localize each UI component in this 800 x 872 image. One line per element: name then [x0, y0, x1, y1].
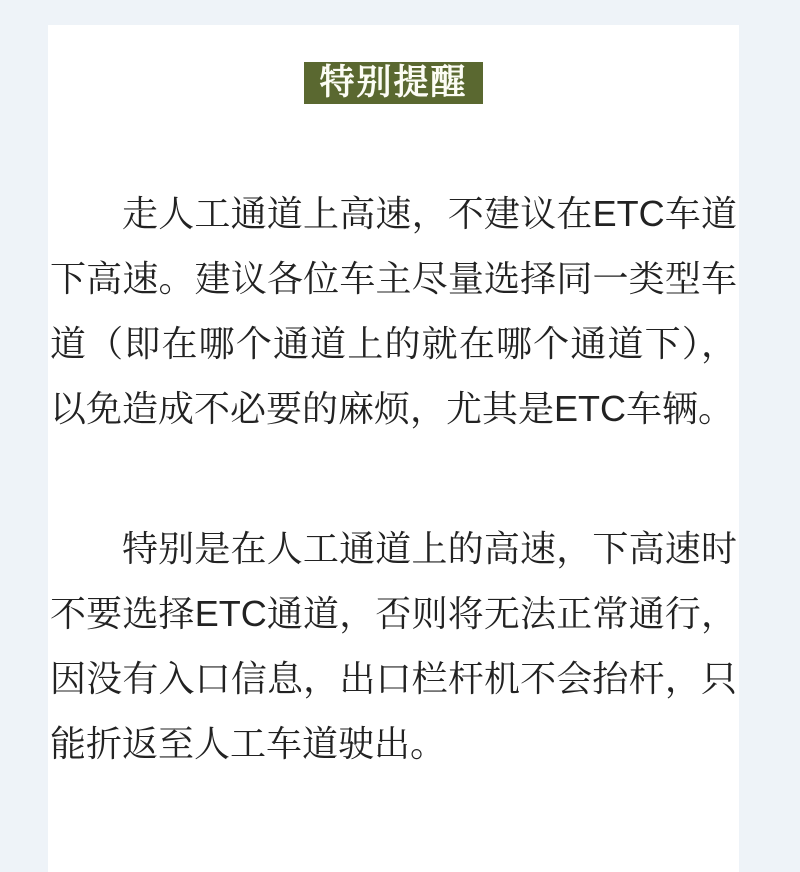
paragraph-etc-exit-warning: 特别是在人工通道上的高速，下高速时不要选择ETC通道，否则将无法正常通行，因没有入口信息，出口栏杆机不会抬杆，只能折返至人工车道驶出。 [50, 528, 737, 764]
badge-row [48, 25, 739, 104]
article-body [48, 181, 739, 776]
article-card [48, 25, 739, 872]
paragraph-etc-lane-advice: 走人工通道上高速，不建议在ETC车道下高速。建议各位车主尽量选择同一类型车道（即在哪个通道上的就在哪个通道下），以免造成不必要的麻烦，尤其是ETC车辆。 [50, 193, 737, 429]
special-reminder-badge: 特别提醒 [304, 62, 482, 104]
